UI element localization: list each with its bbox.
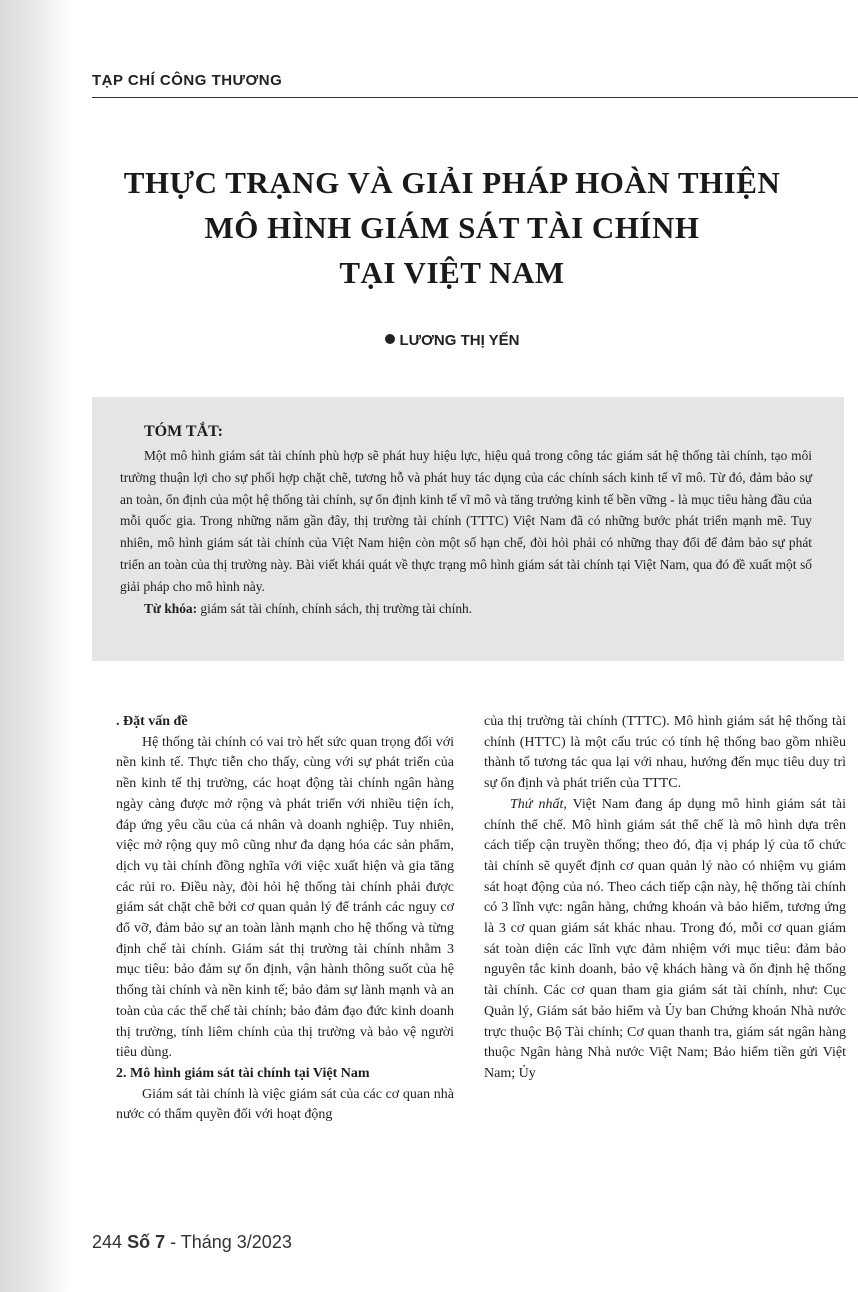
author-name: LƯƠNG THỊ YẾN [399, 332, 520, 349]
bullet-icon [385, 334, 395, 344]
body-left-column [116, 712, 454, 1126]
page-number: 244 [92, 1232, 123, 1252]
keywords-text: giám sát tài chính, chính sách, thị trường tài chính. [197, 600, 473, 616]
issue-number: Số 7 [127, 1232, 166, 1252]
abstract-text: Một mô hình giám sát tài chính phù hợp sẽ phát huy hiệu lực, hiệu quả trong công tác giám sát hệ thống tài chính, tạo môi trường thuận lợi cho sự phối hợp chặt chẽ, tương hỗ và phát huy tác dụng của các chính sách kinh tế vĩ mô. Từ đó, đảm bảo sự an toàn, ổn định của một hệ thống tài chính, sự ổn định kinh tế vĩ mô và tăng trưởng kinh tế bền vững - là mục tiêu hàng đầu của mỗi quốc gia. Trong những năm gần đây, thị trường tài chính (TTTC) Việt Nam đã có những bước phát triển mạnh mẽ. Tuy nhiên, mô hình giám sát tài chính của Việt Nam hiện còn một số hạn chế, đòi hỏi phải có những thay đổi để đảm bảo sự phát triển an toàn của thị trường này. Bài viết khái quát về thực trạng mô hình giám sát tài chính tại Việt Nam, qua đó đề xuất một số giải pháp cho mô hình này. [120, 448, 812, 594]
header-rule [92, 97, 858, 98]
paragraph: Hệ thống tài chính có vai trò hết sức quan trọng đối với nền kinh tế. Thực tiễn cho thấy, cùng với sự phát triển của nền kinh tế thị trường, các hoạt động tài chính ngân hàng ngày càng được mở rộng và phát triển với nhiều tiện ích, đáp ứng yêu cầu của cá nhân và doanh nghiệp. Tuy nhiên, việc mở rộng quy mô cũng như đa dạng hóa các sản phẩm, dịch vụ tài chính đồng nghĩa với việc xuất hiện và gia tăng các rủi ro. Điều này, đòi hỏi hệ thống tài chính phải được giám sát chặt chẽ bởi cơ quan quản lý để tránh các nguy cơ đổ vỡ, đảm bảo sự an toàn lành mạnh cho hệ thống và từng định chế tài chính. Giám sát thị trường tài chính nhằm 3 mục tiêu: bảo đảm sự ổn định, vận hành thông suốt của hệ thống tài chính và nền kinh tế; bảo đảm sự lành mạnh và an toàn của các thể chế tài chính; bảo đảm đạo đức kinh doanh thị trường, tính liêm chính của thị trường và bảo vệ người tiêu dùng. [116, 734, 454, 1061]
paragraph-text: Việt Nam đang áp dụng mô hình giám sát tài chính thể chế. Mô hình giám sát thể chế là mô hình dựa trên cách tiếp cận truyền thống; theo đó, địa vị pháp lý của tổ chức tài chính sẽ quyết định cơ quan quản lý nào có nhiệm vụ giám sát hoạt động của nó. Theo cách tiếp cận này, hệ thống tài chính có 3 lĩnh vực: ngân hàng, chứng khoán và bảo hiểm, tương ứng là 3 cơ quan giám sát khác nhau. Trong đó, mỗi cơ quan giám sát toàn diện các lĩnh vực đảm nhiệm với mục tiêu: đảm bảo nguyên tắc kinh doanh, bảo vệ khách hàng và ổn định hệ thống tài chính. Các cơ quan tham gia giám sát tài chính, như: Cục Quản lý, Giám sát bảo hiểm và Ủy ban Chứng khoán Nhà nước trực thuộc Bộ Tài chính; Cơ quan thanh tra, giám sát ngân hàng thuộc Ngân hàng Nhà nước Việt Nam; Bảo hiểm tiền gửi Việt Nam; Ủy [484, 796, 847, 1081]
journal-name: TẠP CHÍ CÔNG THƯƠNG [92, 72, 283, 89]
paragraph [484, 795, 846, 1085]
keywords-label: Từ khóa: [144, 600, 198, 616]
emphasis-label: Thứ nhất, [510, 796, 567, 812]
body-right-column [484, 712, 846, 1085]
abstract-box [92, 397, 844, 661]
title-line: TẠI VIỆT NAM [339, 255, 565, 290]
title-line: MÔ HÌNH GIÁM SÁT TÀI CHÍNH [204, 210, 700, 245]
issue-date: - Tháng 3/2023 [165, 1232, 292, 1252]
paragraph: Giám sát tài chính là việc giám sát của các cơ quan nhà nước có thẩm quyền đối với hoạt động [116, 1086, 454, 1123]
author-line [92, 332, 812, 349]
page-footer [92, 1232, 292, 1253]
paragraph: của thị trường tài chính (TTTC). Mô hình giám sát hệ thống tài chính (HTTC) là một cấu trúc có tính hệ thống bao gồm nhiều thành tố tương tác qua lại với nhau, hướng đến mục tiêu duy trì sự ổn định và phát triển của TTTC. [484, 714, 846, 792]
keywords-line [120, 598, 812, 620]
article-title [92, 160, 812, 295]
title-line: THỰC TRẠNG VÀ GIẢI PHÁP HOÀN THIỆN [123, 165, 781, 200]
page-gutter-shading [0, 0, 72, 1292]
section-heading: . Đặt vấn đề [116, 714, 188, 729]
section-heading: 2. Mô hình giám sát tài chính tại Việt Nam [116, 1065, 370, 1081]
abstract-heading: TÓM TẮT: [144, 423, 223, 440]
